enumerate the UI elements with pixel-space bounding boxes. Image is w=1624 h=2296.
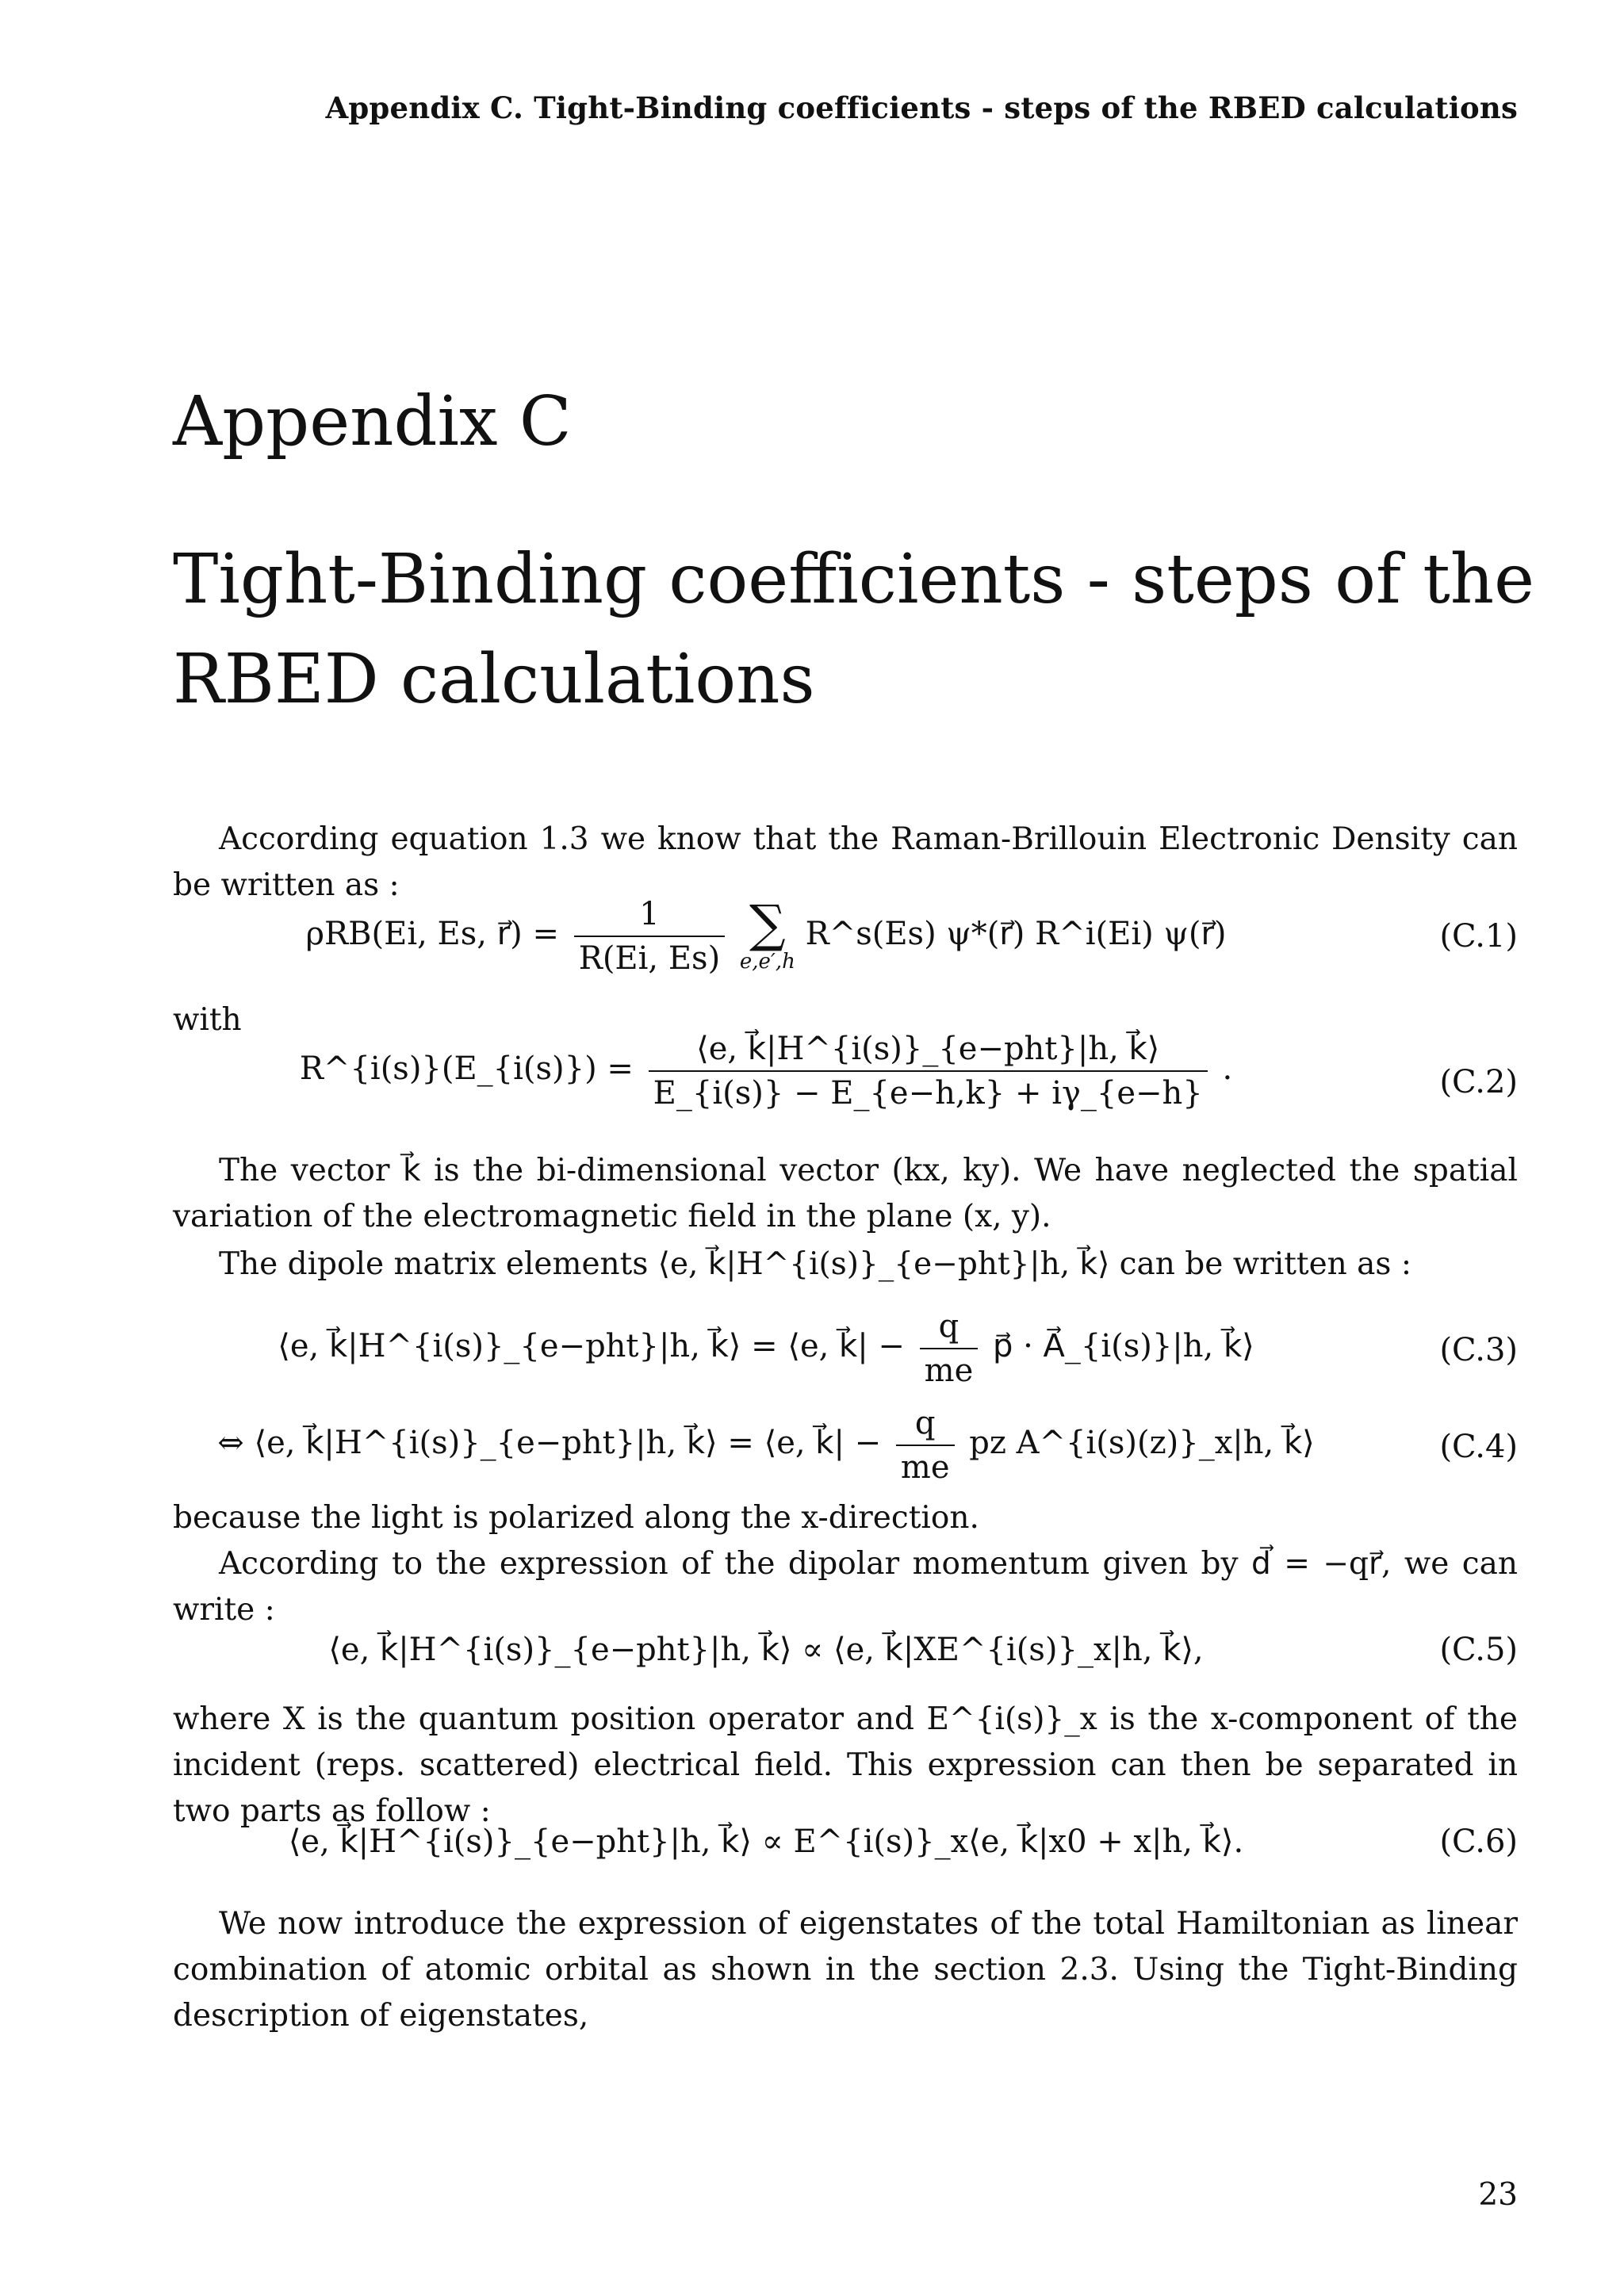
equation-c4 bbox=[173, 1405, 1518, 1492]
equation-c2 bbox=[173, 1031, 1518, 1134]
eq-number-c6: (C.6) bbox=[1439, 1823, 1518, 1860]
eq-c3-denominator: me bbox=[924, 1353, 974, 1389]
eq-c1-lhs: ρRB(Ei, Es, r⃗) = bbox=[305, 916, 559, 952]
eq-c1-fraction bbox=[574, 896, 725, 977]
eq-c2-denominator: E_{i(s)} − E_{e−h,k} + iγ_{e−h} bbox=[653, 1075, 1203, 1112]
eq-c3-numerator: q bbox=[920, 1308, 979, 1349]
paragraph-eigenstates: We now introduce the expression of eigenstates of the total Hamiltonian as linear combination of atomic orbital as shown in the section 2.3. Using the Tight-Binding description of eigenstates, bbox=[173, 1906, 1518, 2034]
eq-c5-body: ⟨e, k⃗|H^{i(s)}_{e−pht}|h, k⃗⟩ ∝ ⟨e, k⃗|XE^{i(s)}_x|h, k⃗⟩, bbox=[328, 1632, 1204, 1668]
eq-c2-numerator: ⟨e, k⃗|H^{i(s)}_{e−pht}|h, k⃗⟩ bbox=[649, 1031, 1208, 1072]
paragraph-position-operator: where X is the quantum position operator and E^{i(s)}_x is the x-component of the incident (reps. scattered) electrical field. This expression can then be separated in two parts as follow : bbox=[173, 1701, 1518, 1829]
page-number: 23 bbox=[1478, 2177, 1518, 2213]
chapter-label: Appendix C bbox=[173, 382, 572, 461]
paragraph-with: with bbox=[173, 1002, 242, 1038]
eq-c3-lhs: ⟨e, k⃗|H^{i(s)}_{e−pht}|h, k⃗⟩ = ⟨e, k⃗| − bbox=[278, 1328, 905, 1364]
eq-number-c2: (C.2) bbox=[1439, 1064, 1518, 1100]
eq-number-c3: (C.3) bbox=[1439, 1332, 1518, 1368]
eq-c2-fraction bbox=[649, 1031, 1208, 1112]
paragraph-vector-k: The vector k⃗ is the bi-dimensional vector (kx, ky). We have neglected the spatial variation of the electromagnetic field in the plane (x, y). bbox=[173, 1153, 1518, 1234]
paragraph-dipolar-momentum: According to the expression of the dipolar momentum given by d⃗ = −qr⃗, we can write : bbox=[173, 1546, 1518, 1628]
eq-number-c4: (C.4) bbox=[1439, 1429, 1518, 1465]
eq-c1-numerator: 1 bbox=[574, 896, 725, 937]
sum-symbol: ∑ e,e′,h bbox=[739, 895, 795, 974]
paragraph-polarized: because the light is polarized along the x-direction. bbox=[173, 1500, 979, 1536]
eq-c2-lhs: R^{i(s)}(E_{i(s)}) = bbox=[299, 1050, 634, 1087]
eq-c3-fraction bbox=[920, 1308, 979, 1389]
eq-number-c1: (C.1) bbox=[1439, 918, 1518, 955]
eq-c4-lhs: ⇔ ⟨e, k⃗|H^{i(s)}_{e−pht}|h, k⃗⟩ = ⟨e, k⃗| − bbox=[217, 1425, 882, 1461]
chapter-title: Tight-Binding coefficients - steps of the RBED calculations bbox=[173, 540, 1535, 719]
eq-c2-tail: . bbox=[1222, 1050, 1233, 1087]
sum-limits: e,e′,h bbox=[739, 950, 795, 974]
eq-c6-body: ⟨e, k⃗|H^{i(s)}_{e−pht}|h, k⃗⟩ ∝ E^{i(s)}_x⟨e, k⃗|x0 + x|h, k⃗⟩. bbox=[288, 1823, 1244, 1860]
running-header: Appendix C. Tight-Binding coefficients - steps of the RBED calculations bbox=[325, 90, 1518, 125]
eq-c4-denominator: me bbox=[900, 1449, 950, 1486]
eq-number-c5: (C.5) bbox=[1439, 1632, 1518, 1668]
eq-c1-rhs: R^s(Es) ψ*(r⃗) R^i(Ei) ψ(r⃗) bbox=[805, 916, 1227, 952]
equation-c5 bbox=[173, 1632, 1518, 1679]
eq-c4-rhs: pz A^{i(s)(z)}_x|h, k⃗⟩ bbox=[969, 1425, 1315, 1461]
eq-c3-rhs: p⃗ · A⃗_{i(s)}|h, k⃗⟩ bbox=[992, 1328, 1254, 1364]
eq-c4-numerator: q bbox=[896, 1405, 955, 1446]
equation-c6 bbox=[173, 1823, 1518, 1871]
equation-c3 bbox=[173, 1308, 1518, 1395]
paragraph-dipole: The dipole matrix elements ⟨e, k⃗|H^{i(s)}_{e−pht}|h, k⃗⟩ can be written as : bbox=[219, 1246, 1411, 1282]
eq-c4-fraction bbox=[896, 1405, 955, 1486]
paragraph-intro: According equation 1.3 we know that the Raman-Brillouin Electronic Density can be written as : bbox=[173, 821, 1518, 903]
equation-c1 bbox=[173, 896, 1518, 991]
eq-c1-denominator: R(Ei, Es) bbox=[578, 940, 721, 977]
